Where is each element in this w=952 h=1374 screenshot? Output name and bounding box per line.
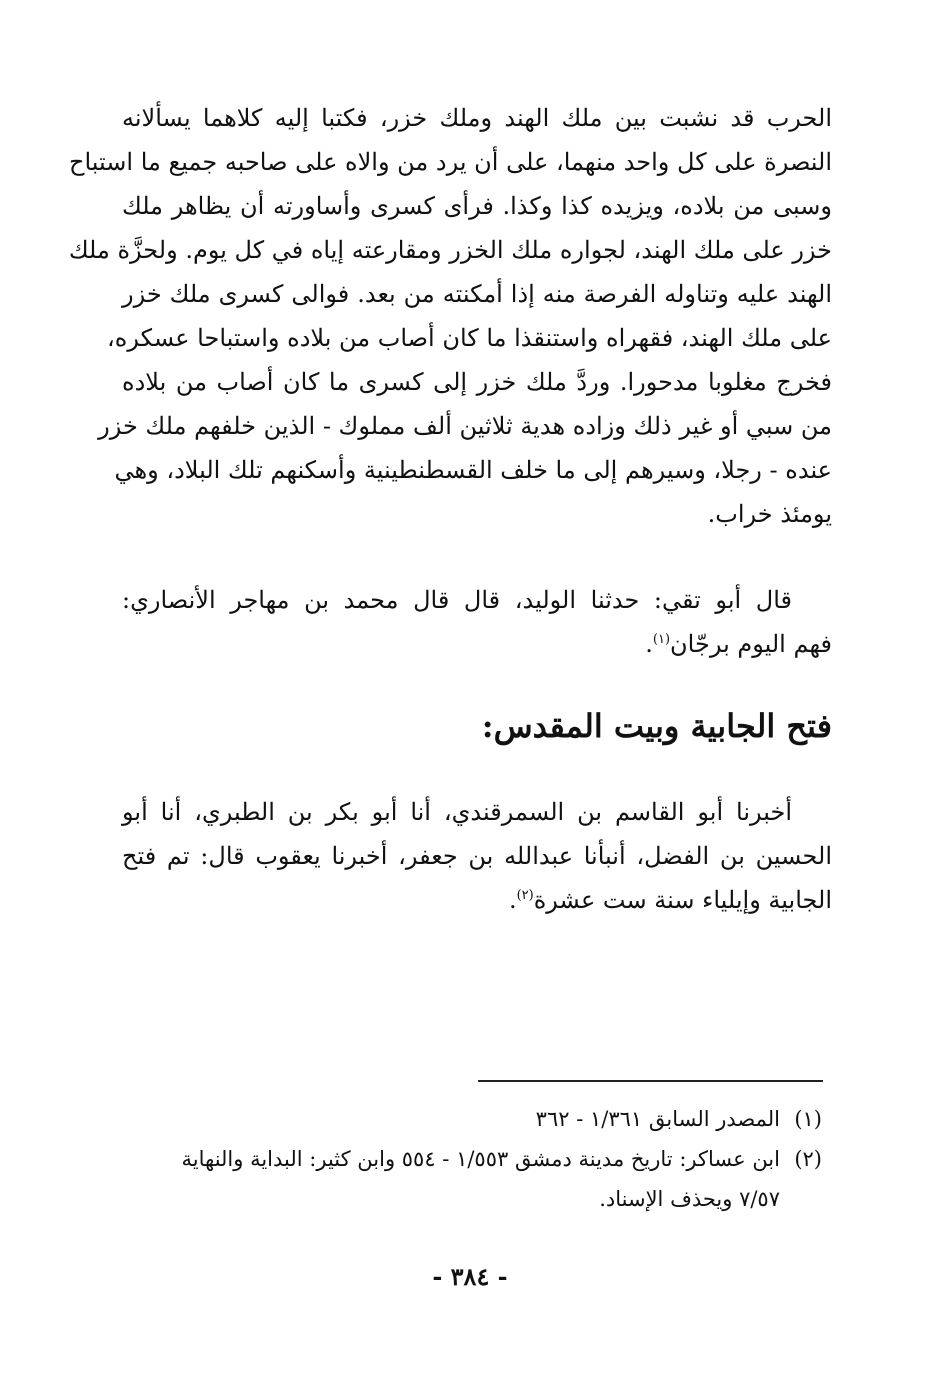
paragraph-line: قال أبو تقي: حدثنا الوليد، قال قال محمد بن مهاجر الأنصاري: <box>122 586 792 614</box>
footnote-number: (١) <box>794 1107 822 1131</box>
paragraph-line: الهند عليه وتناوله الفرصة منه إذا أمكنته من بعد. فوالى كسرى ملك خزر <box>122 280 832 308</box>
footnote-separator <box>478 1080 823 1082</box>
paragraph-line <box>122 878 832 922</box>
paragraph-line: يومئذ خراب. <box>707 500 832 528</box>
footnote-2-continuation: ٧/٥٧ ويحذف الإسناد. <box>599 1187 780 1211</box>
paragraph-line: خزر على ملك الهند، لجواره ملك الخزر ومقارعته إياه في كل يوم. ولحزَّة ملك <box>68 236 832 264</box>
footnote-ref: (١) <box>652 632 671 647</box>
paragraph-line: الحسين بن الفضل، أنبأنا عبدالله بن جعفر، أخبرنا يعقوب قال: تم فتح <box>122 842 832 870</box>
paragraph-line: من سبي أو غير ذلك وزاده هدية ثلاثين ألف مملوك - الذين خلفهم ملك خزر <box>98 412 832 440</box>
footnote-text: ابن عساكر: تاريخ مدينة دمشق ١/٥٥٣ - ٥٥٤ وابن كثير: البداية والنهاية <box>181 1147 780 1171</box>
paragraph-line: الحرب قد نشبت بين ملك الهند وملك خزر، فكتبا إليه كلاهما يسألانه <box>122 104 832 132</box>
paragraph-line: وسبى من بلاده، ويزيده كذا وكذا. فرأى كسرى وأساورته أن يظاهر ملك <box>122 192 832 220</box>
paragraph-text: الجابية وإيلياء سنة ست عشرة <box>533 886 832 914</box>
footnote-2 <box>122 1140 822 1178</box>
footnote-ref: (٢) <box>516 888 534 903</box>
paragraph-line: النصرة على كل واحد منهما، على أن يرد من والاه على صاحبه جميع ما استباح <box>69 148 832 176</box>
paragraph-line <box>122 622 832 666</box>
paragraph-text: فهم اليوم برجّان <box>670 630 832 658</box>
sentence-end: . <box>645 630 653 658</box>
section-heading: فتح الجابية وبيت المقدس: <box>481 707 832 745</box>
footnote-1 <box>122 1100 822 1138</box>
sentence-end: . <box>508 886 517 914</box>
paragraph-line: على ملك الهند، فقهراه واستنقذا ما كان أصاب من بلاده واستباحا عسكره، <box>107 324 832 352</box>
footnote-text: المصدر السابق ١/٣٦١ - ٣٦٢ <box>535 1107 780 1131</box>
paragraph-line: أخبرنا أبو القاسم بن السمرقندي، أنا أبو بكر بن الطبري، أنا أبو <box>122 798 792 826</box>
page-number: - ٣٨٤ - <box>432 1262 508 1291</box>
footnote-number: (٢) <box>794 1147 822 1171</box>
paragraph-line: فخرج مغلوبا مدحورا. وردَّ ملك خزر إلى كسرى ما كان أصاب من بلاده <box>122 368 832 396</box>
paragraph-line: عنده - رجلا، وسيرهم إلى ما خلف القسطنطينية وأسكنهم تلك البلاد، وهي <box>114 456 832 484</box>
